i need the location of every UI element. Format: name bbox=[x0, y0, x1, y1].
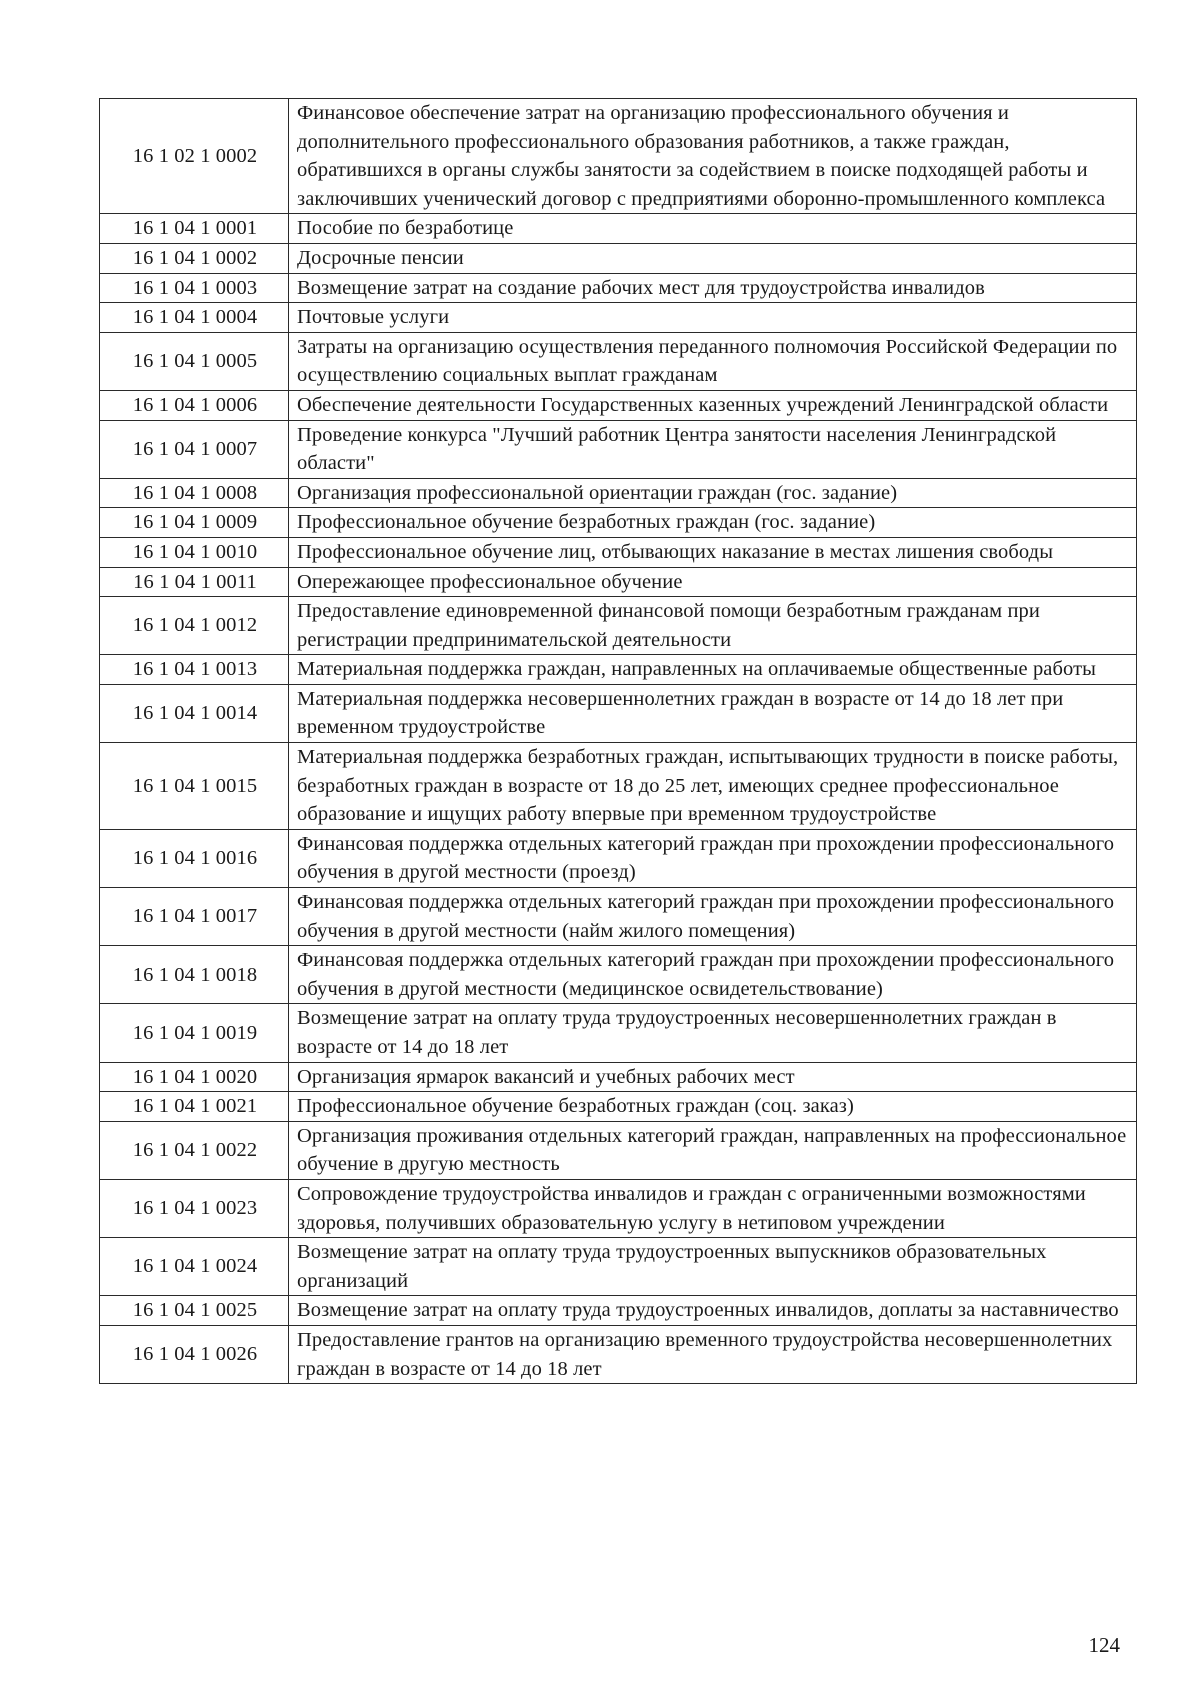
budget-code-cell: 16 1 04 1 0006 bbox=[100, 390, 289, 420]
budget-code-cell: 16 1 04 1 0007 bbox=[100, 420, 289, 478]
table-row bbox=[100, 243, 1137, 273]
table-row bbox=[100, 420, 1137, 478]
table-row bbox=[100, 888, 1137, 946]
description-cell: Возмещение затрат на оплату труда трудоустроенных инвалидов, доплаты за наставничество bbox=[289, 1296, 1137, 1326]
description-cell: Профессиональное обучение лиц, отбывающих наказание в местах лишения свободы bbox=[289, 537, 1137, 567]
budget-code-cell: 16 1 04 1 0011 bbox=[100, 567, 289, 597]
table-row bbox=[100, 390, 1137, 420]
table-row bbox=[100, 684, 1137, 742]
budget-code-cell: 16 1 04 1 0023 bbox=[100, 1179, 289, 1237]
budget-code-cell: 16 1 04 1 0004 bbox=[100, 303, 289, 333]
description-cell: Финансовая поддержка отдельных категорий граждан при прохождении профессионального обучения в другой местности (найм жилого помещения) bbox=[289, 888, 1137, 946]
budget-code-cell: 16 1 04 1 0009 bbox=[100, 508, 289, 538]
table-row bbox=[100, 99, 1137, 214]
description-cell: Организация ярмарок вакансий и учебных рабочих мест bbox=[289, 1062, 1137, 1092]
description-cell: Материальная поддержка несовершеннолетних граждан в возрасте от 14 до 18 лет при временном трудоустройстве bbox=[289, 684, 1137, 742]
table-row bbox=[100, 537, 1137, 567]
table-row bbox=[100, 829, 1137, 887]
budget-code-cell: 16 1 04 1 0020 bbox=[100, 1062, 289, 1092]
description-cell: Организация проживания отдельных категорий граждан, направленных на профессиональное обучение в другую местность bbox=[289, 1121, 1137, 1179]
description-cell: Предоставление единовременной финансовой помощи безработным гражданам при регистрации предпринимательской деятельности bbox=[289, 597, 1137, 655]
table-row bbox=[100, 946, 1137, 1004]
table-row bbox=[100, 1179, 1137, 1237]
description-cell: Предоставление грантов на организацию временного трудоустройства несовершеннолетних граждан в возрасте от 14 до 18 лет bbox=[289, 1325, 1137, 1383]
table-row bbox=[100, 214, 1137, 244]
table-body bbox=[100, 99, 1137, 1384]
budget-code-cell: 16 1 04 1 0024 bbox=[100, 1238, 289, 1296]
description-cell: Профессиональное обучение безработных граждан (соц. заказ) bbox=[289, 1092, 1137, 1122]
description-cell: Сопровождение трудоустройства инвалидов и граждан с ограниченными возможностями здоровья, получивших образовательную услугу в нетиповом учреждении bbox=[289, 1179, 1137, 1237]
budget-code-cell: 16 1 04 1 0016 bbox=[100, 829, 289, 887]
description-cell: Организация профессиональной ориентации граждан (гос. задание) bbox=[289, 478, 1137, 508]
description-cell: Материальная поддержка безработных граждан, испытывающих трудности в поиске работы, безработных граждан в возрасте от 18 до 25 лет, имеющих среднее профессиональное образование и ищущих работу впервые при временном трудоустройстве bbox=[289, 743, 1137, 830]
budget-code-cell: 16 1 04 1 0003 bbox=[100, 273, 289, 303]
table-row bbox=[100, 508, 1137, 538]
table-row bbox=[100, 1296, 1137, 1326]
table-row bbox=[100, 597, 1137, 655]
budget-code-cell: 16 1 04 1 0012 bbox=[100, 597, 289, 655]
description-cell: Профессиональное обучение безработных граждан (гос. задание) bbox=[289, 508, 1137, 538]
description-cell: Пособие по безработице bbox=[289, 214, 1137, 244]
table-row bbox=[100, 743, 1137, 830]
table-row bbox=[100, 332, 1137, 390]
budget-code-cell: 16 1 04 1 0001 bbox=[100, 214, 289, 244]
table-row bbox=[100, 655, 1137, 685]
budget-code-cell: 16 1 04 1 0025 bbox=[100, 1296, 289, 1326]
budget-code-cell: 16 1 04 1 0008 bbox=[100, 478, 289, 508]
budget-code-cell: 16 1 04 1 0014 bbox=[100, 684, 289, 742]
description-cell: Обеспечение деятельности Государственных казенных учреждений Ленинградской области bbox=[289, 390, 1137, 420]
description-cell: Финансовое обеспечение затрат на организацию профессионального обучения и дополнительного профессионального образования работников, а также граждан, обратившихся в органы службы занятости за содействием в поиске подходящей работы и заключивших ученический договор с предприятиями оборонно-промышленного комплекса bbox=[289, 99, 1137, 214]
table-row bbox=[100, 1121, 1137, 1179]
budget-code-cell: 16 1 04 1 0019 bbox=[100, 1004, 289, 1062]
description-cell: Возмещение затрат на оплату труда трудоустроенных несовершеннолетних граждан в возрасте от 14 до 18 лет bbox=[289, 1004, 1137, 1062]
budget-code-cell: 16 1 02 1 0002 bbox=[100, 99, 289, 214]
budget-code-cell: 16 1 04 1 0005 bbox=[100, 332, 289, 390]
budget-code-cell: 16 1 04 1 0017 bbox=[100, 888, 289, 946]
description-cell: Затраты на организацию осуществления переданного полномочия Российской Федерации по осуществлению социальных выплат гражданам bbox=[289, 332, 1137, 390]
budget-code-cell: 16 1 04 1 0002 bbox=[100, 243, 289, 273]
description-cell: Возмещение затрат на создание рабочих мест для трудоустройства инвалидов bbox=[289, 273, 1137, 303]
table-row bbox=[100, 303, 1137, 333]
description-cell: Финансовая поддержка отдельных категорий граждан при прохождении профессионального обучения в другой местности (медицинское освидетельствование) bbox=[289, 946, 1137, 1004]
description-cell: Досрочные пенсии bbox=[289, 243, 1137, 273]
budget-code-cell: 16 1 04 1 0018 bbox=[100, 946, 289, 1004]
description-cell: Возмещение затрат на оплату труда трудоустроенных выпускников образовательных организаций bbox=[289, 1238, 1137, 1296]
page-number: 124 bbox=[1088, 1633, 1120, 1657]
description-cell: Опережающее профессиональное обучение bbox=[289, 567, 1137, 597]
budget-code-cell: 16 1 04 1 0010 bbox=[100, 537, 289, 567]
table-row bbox=[100, 1238, 1137, 1296]
description-cell: Проведение конкурса "Лучший работник Центра занятости населения Ленинградской области" bbox=[289, 420, 1137, 478]
budget-codes-table bbox=[99, 98, 1137, 1384]
budget-code-cell: 16 1 04 1 0026 bbox=[100, 1325, 289, 1383]
table-row bbox=[100, 1062, 1137, 1092]
description-cell: Финансовая поддержка отдельных категорий граждан при прохождении профессионального обучения в другой местности (проезд) bbox=[289, 829, 1137, 887]
description-cell: Материальная поддержка граждан, направленных на оплачиваемые общественные работы bbox=[289, 655, 1137, 685]
table-row bbox=[100, 1004, 1137, 1062]
table-row bbox=[100, 273, 1137, 303]
description-cell: Почтовые услуги bbox=[289, 303, 1137, 333]
table-row bbox=[100, 478, 1137, 508]
budget-code-cell: 16 1 04 1 0021 bbox=[100, 1092, 289, 1122]
budget-code-cell: 16 1 04 1 0013 bbox=[100, 655, 289, 685]
table-row bbox=[100, 567, 1137, 597]
table-row bbox=[100, 1325, 1137, 1383]
budget-code-cell: 16 1 04 1 0022 bbox=[100, 1121, 289, 1179]
budget-code-cell: 16 1 04 1 0015 bbox=[100, 743, 289, 830]
table-row bbox=[100, 1092, 1137, 1122]
